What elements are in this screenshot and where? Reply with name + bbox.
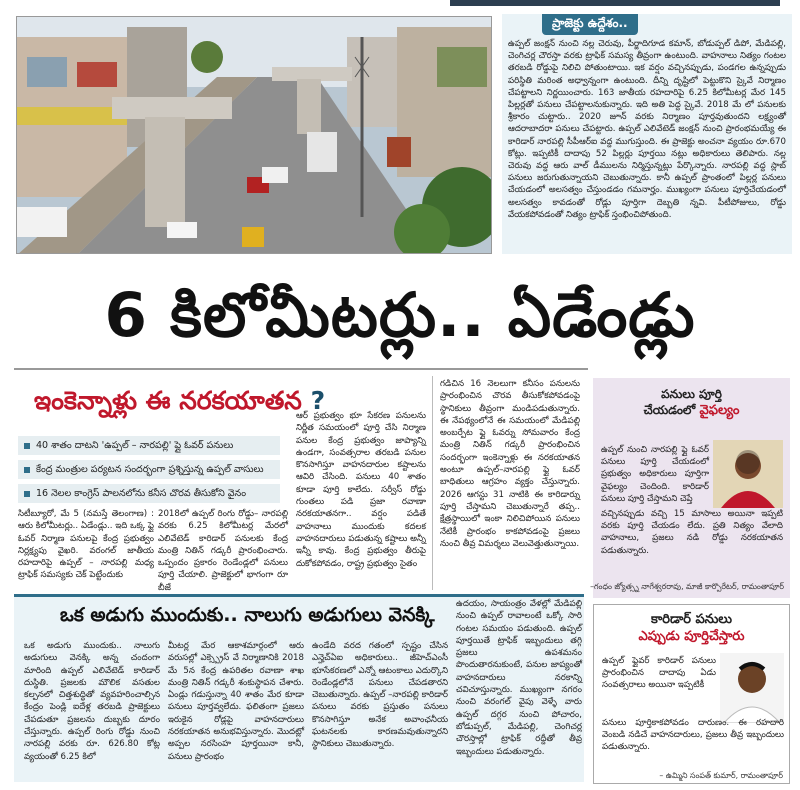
article-column-4: గడిచిన 16 నెలలుగా కనీసం పనులను ప్రారంభించిన చొరవ తీసుకోకపోవడంపై స్థానికులు తీవ్రంగా మండిపడుతున్నారు. ఈ నేపథ్యంలోనే ఈ సమయంలో మేడిపల్లి అంబర్పేట ఫ్లై ఓవర్ను సోమవారం కేంద్ర మంత్రి నితిన్ గడ్కరీ ప్రారంభించిన సందర్భంగా ఇంకెన్నాళ్లు ఈ నరకయాతన అంటూ ఉప్పల్–నారపల్లి ఫ్లై ఓవర్ బాధితులు ఆగ్రహం వ్యక్తం చేస్తున్నారు. 2026 ఆగస్టు 31 నాటికి ఈ కారిడార్ను పూర్తి చేస్తామని చెబుతున్నారే తప్ప.. క్షేత్రస్థాయిలో ఇంకా నిలిచిపోయిన పనులు నేటికీ ప్రారంభం కాకపోవడంపై ప్రజలు నుంచి తీవ్ర విమర్శలు వెలువెత్తుతున్నాయి. <box>440 379 580 549</box>
side-quote-2-title-line2: ఎప్పుడు పూర్తిచేస్తారు <box>638 629 745 644</box>
side-quote-1-title-line2a: చేయడంలో <box>643 403 696 417</box>
highlight-bullets <box>18 436 280 508</box>
secondary-column-1: ఒక అడుగు ముందుకు.. నాలుగు అడుగులు వెనక్కి అన్న చందంగా మారింది ఉప్పల్ ఎలివేటెడ్ కారిడార్ దుస్థితి. ప్రజలకు మౌలిక వసతుల కల్పనలో చిత్తశుద్ధితో వ్యవహరించాల్సిన కేంద్రం పెండ్లి ఐదేళ్ల తరబడి ప్రాజెక్టులు చేపడుతూ ప్రజలను దుబ్బకు దూరం చేస్తున్నారు. ఉప్పల్ రింగు రోడ్డు నుంచి నారపల్లి వరకు రూ. 626.80 కోట్ల వ్యయంతో 6.25 కిలో <box>24 641 160 762</box>
secondary-column-4: ఉదయం, సాయంత్రం వేళల్లో మేడిపల్లి నుంచి ఉప్పల్ రావాలంటే ఒక్కో సారి గంటల సమయం పడుతుంది. ఉప్పల్ పూర్తయితే ట్రాఫిక్ ఇబ్బందులు తగ్గి ప్రజలు ఉపశమనం పొందుతారనుకుంటే, పనుల జాప్యంతో వాహనదారులు నరకాన్ని చవిచూస్తున్నారు. ముఖ్యంగా నగరం నుంచి వరంగల్ వైపు వెళ్ళే వారు ఉప్పల్ దగ్గర నుంచి పోచారం, బోడుప్పల్, మేడిపల్లి, చెంగిచర్ల చౌరస్తాల్లో ట్రాఫిక్ రద్దీతో తీవ్ర ఇబ్బందులు పడుతున్నారు. <box>456 599 582 757</box>
side-quote-2-text: ఉప్పల్ ఫ్లైవర్ కారిడార్ పనులు ప్రారంభించిన దాదాపు ఏడు సంవత్సరాలు అయినా ఇప్పటికీ <box>602 656 716 691</box>
project-purpose-panel <box>502 14 792 254</box>
project-purpose-title: ప్రాజెక్టు ఉద్దేశం.. <box>542 14 638 35</box>
flyover-construction-photo <box>16 16 492 254</box>
side-quote-1 <box>590 378 790 598</box>
side-quote-2-title <box>594 611 789 645</box>
bullet-item: 16 నెలల కాంగ్రెస్ పాలనలోను కనీస చొరవ తీసుకోని వైనం <box>18 484 280 503</box>
side-quote-1-credit: –గంధం జ్యోత్స్న నాగేశ్వరరావు, మాజీ కార్పొరేటర్, రామంతాపూర్ <box>590 582 784 591</box>
side-quote-1-title-line1: పనులు పూర్తి <box>661 387 722 401</box>
portrait-photo <box>720 653 784 723</box>
side-quote-2-credit: – ఉమ్మిని సంపత్ కుమార్, రామంతాపూర్ <box>659 771 783 780</box>
side-quote-2 <box>593 604 790 784</box>
sub-headline <box>34 386 325 422</box>
sub-headline-text: ఇంకెన్నాళ్లు ఈ నరకయాతన <box>34 386 302 415</box>
bullet-item: కేంద్ర మంత్రుల పర్యటన సందర్భంగా ప్రశ్నిస్తున్న ఉప్పల్ వాసులు <box>18 460 280 479</box>
secondary-column-3: ఉండేది వరద గతంలో స్పష్టం చేసిన ఎన్హెచ్ఏఐ అధికారులు.. జీహెచ్ఎంసీ భూసేకరణలో ఎన్నో ఆటంకాలు ఎదుర్కొని రెండేండ్లలోనే పనులు చేపడతారని చెబుతున్నారు. ఉప్పల్ –నారపల్లి కారిడార్ పనులు వరకు ప్రస్తుతం పనులు కొనసాగిస్తూ అనేక అవాంఛనీయ ఘటనలకు కారణమవుతున్నారని స్థానికులు చెబుతున్నారు. <box>312 641 448 750</box>
article-column-1: సిటీబ్యూరో, మే 5 (నమస్తే తెలంగాణ) : ఆరు కిలోమీటర్లు.. ఏడేండ్లు.. ఇది ఒక్క ఫ్లై ఓవర్ నిర్మాణ పనులపై కేంద్ర ప్రభుత్వం నిర్లక్ష్యపు వైఖరి. వరంగల్ జాతీయ రహదారిపై ఉప్పల్ – నారపల్లి మధ్య ట్రాఫిక్ సమస్యకు చెక్ పెట్టేందుకు <box>18 509 154 581</box>
question-mark: ? <box>310 386 326 415</box>
side-quote-1-title <box>593 386 790 419</box>
bullet-item: 40 శాతం దాటని 'ఉప్పల్ – నారపల్లి' ప్లై ఓవర్ పనులు <box>18 436 280 455</box>
project-purpose-body: ఉప్పల్ జంక్షన్ నుంచి నల్ల చెరువు, పీర్జాదిగూడ కమాన్, బోడుప్పల్ డిపో, మేడిపల్లి, చెంగిచర్ల చౌరస్తా వరకు ట్రాఫిక్ సమస్య తీవ్రంగా ఉంటుంది. వాహనాలు నిత్యం గంటల తరబడి రోడ్డుపై నిలిచి పోతుంటాయి. ఇక వర్షం వచ్చినప్పుడు, పండగల ఉన్నప్పుడు పరిస్థితి మరింత అధ్వాన్నంగా ఉంటుంది. దీన్ని దృష్టిలో పెట్టుకొని స్కైవే నిర్మాణం చేపట్టాలని నిర్ణయించారు. 163 జాతీయ రహదారిపై 6.25 కిలోమీటర్ల మేర 145 పిల్లర్లతో పనులు చేపట్టాలనుకున్నారు. ఇది అతి పెద్ద స్కైవే. 2018 మే లో పనులకు శ్రీకారం చుట్టారు.. 2020 జూన్ వరకు నిర్మాణం పూర్తవుతుందని లక్ష్యంతో ఆదరాబాదరా పనులు చేపట్టారు. ఉప్పల్ ఎలివేటెడ్ జంక్షన్ నుంచి ప్రారంభమయ్యే ఈ కారిడార్ నారపల్లి సీపీఆర్ఐ వద్ద ముగుస్తుంది. ఈ ప్రాజెక్టు అంచనా వ్యయం రూ.670 కోట్లు. ఇప్పటికీ దాదాపు 52 పిల్లర్లు పూర్తయి నట్లు అధికారులు తెలిపారు. నల్ల చెరువు వద్ద ఆరు వాల్ డీములను నిర్మిస్తున్నట్లు పేర్కొన్నారు. నారపల్లి వద్ద స్లాబ్ పనులు జరుగుతున్నాయని చెబుతున్నారు. కానీ ఉప్పల్ ప్రాంతంలో పిల్లర్ల పనులు చేయడంలో అలసత్వం చేస్తుండడం గమనార్హం. ముఖ్యంగా పనులు పూర్తిచేయడంలో అలసత్వం కావడంతో రోడ్లు పూర్తిగా దెబ్బతి న్నవి. పీటీపోజులు, రోడ్డు వేయకపోవడంతో నిత్యం ట్రాఫిక్ స్తంభించిపోతుంది. <box>508 39 786 220</box>
article-column-3: ఆర్ ప్రభుత్వం భూ సేకరణ పనులను నిర్ణీత సమయంలో పూర్తి చేసి నిర్మాణ పనుల కేంద్ర ప్రభుత్వం జాప్యాన్ని ఉండగా, సంవత్సరాల తరబడి పనుల కొనసాగిస్తూ వాహనదారుల కష్టాలను ఆవిరి చేసింది. పనులు 40 శాతం కూడా పూర్తి కాలేదు. సర్వీస్ రోడ్డు గుంతలు పడి ప్రజా రవాణా నరకయాతనగా.. వర్షం పడితే వాహనాలు ముందుకు కదలక వాహనదారులు పడుతున్న కష్టాలు అన్నీ ఇన్నీ కావు. కేంద్ర ప్రభుత్వం తీరుపై దుకోకపోవడం, రాష్ట్ర ప్రభుత్వం సైతం <box>296 411 426 569</box>
column-divider <box>432 376 433 590</box>
side-quote-2-text-continued: పనులు పూర్తికాకపోవడం దారుణం. ఈ రహదారి వెంబడి నడిచే వాహనదారులు, ప్రజలు తీవ్ర ఇబ్బందులు పడుతున్నారు. <box>602 718 784 753</box>
article-column-2: 2018లో ఉప్పల్ రింగు రోడ్డు– నారపల్లి వరకు 6.25 కిలోమీటర్ల మేరలో ఎలివేటెడ్ కారిడార్ పనులకు కేంద్ర మంత్రి నితిన్ గడ్కరీ ప్రారంభించారు. ఒప్పందం ప్రకారం రెండేండ్లలో పనులు పూర్తి చేయాలి. ప్రాజెక్టులో భాగంగా రూ బీజే <box>158 509 288 593</box>
main-headline: 6 కిలోమీటర్లు.. ఏడేండ్లు <box>104 280 696 351</box>
side-quote-1-title-line2b: వైఫల్యం <box>699 403 740 418</box>
top-rule <box>450 0 780 6</box>
secondary-column-2: మీటర్ల మేర ఆకాశమార్గంలో ఆరు వరుసల్లో ఎక్స్ప్రెస్ వే నిర్మాణానికి 2018 మే 5న కేంద్ర ఉపరితల రవాణా శాఖ మంత్రి నితిన్ గడ్కరీ శంకుస్థాపన చేశారు. ఏండ్లు గడుస్తున్నా 40 శాతం మేర కూడా పనులు పూర్తవ్వలేదు. ఫలితంగా ప్రజలు ఇరుకైన రోడ్లపై వాహనదారులు నరకయాతన అనుభవిస్తున్నారు. మొదట్లో అప్పల నరసింహ పూర్తయినా కానీ, పనులు ప్రారంభం <box>168 641 304 762</box>
side-quote-1-text-continued: వచ్చినప్పుడు వచ్చి 15 మాసాలు అయినా ఇప్పటి వరకు పూర్తి చేయడం లేదు. ప్రతి నిత్యం వేలాది వాహనాలు, ప్రజలు నడి రోడ్డు నరకయాతన పడుతున్నారు. <box>601 509 783 556</box>
side-quote-1-text: ఉప్పల్ నుంచి నారపల్లి ఫ్లై ఓవర్ పనులు పూర్తి చేయడంలో ప్రభుత్వం అధికారులు పూర్తిగా వైఫల్యం చెందింది. కారిడార్ పనులు పూర్తి చేస్తామని చెప్తే <box>601 445 709 504</box>
secondary-story-title: ఒక అడుగు ముందుకు.. నాలుగు అడుగులు వెనక్కి <box>60 604 435 626</box>
side-quote-2-title-line1: కారిడార్ పనులు <box>650 612 733 627</box>
divider <box>14 368 588 370</box>
portrait-photo <box>713 440 783 508</box>
